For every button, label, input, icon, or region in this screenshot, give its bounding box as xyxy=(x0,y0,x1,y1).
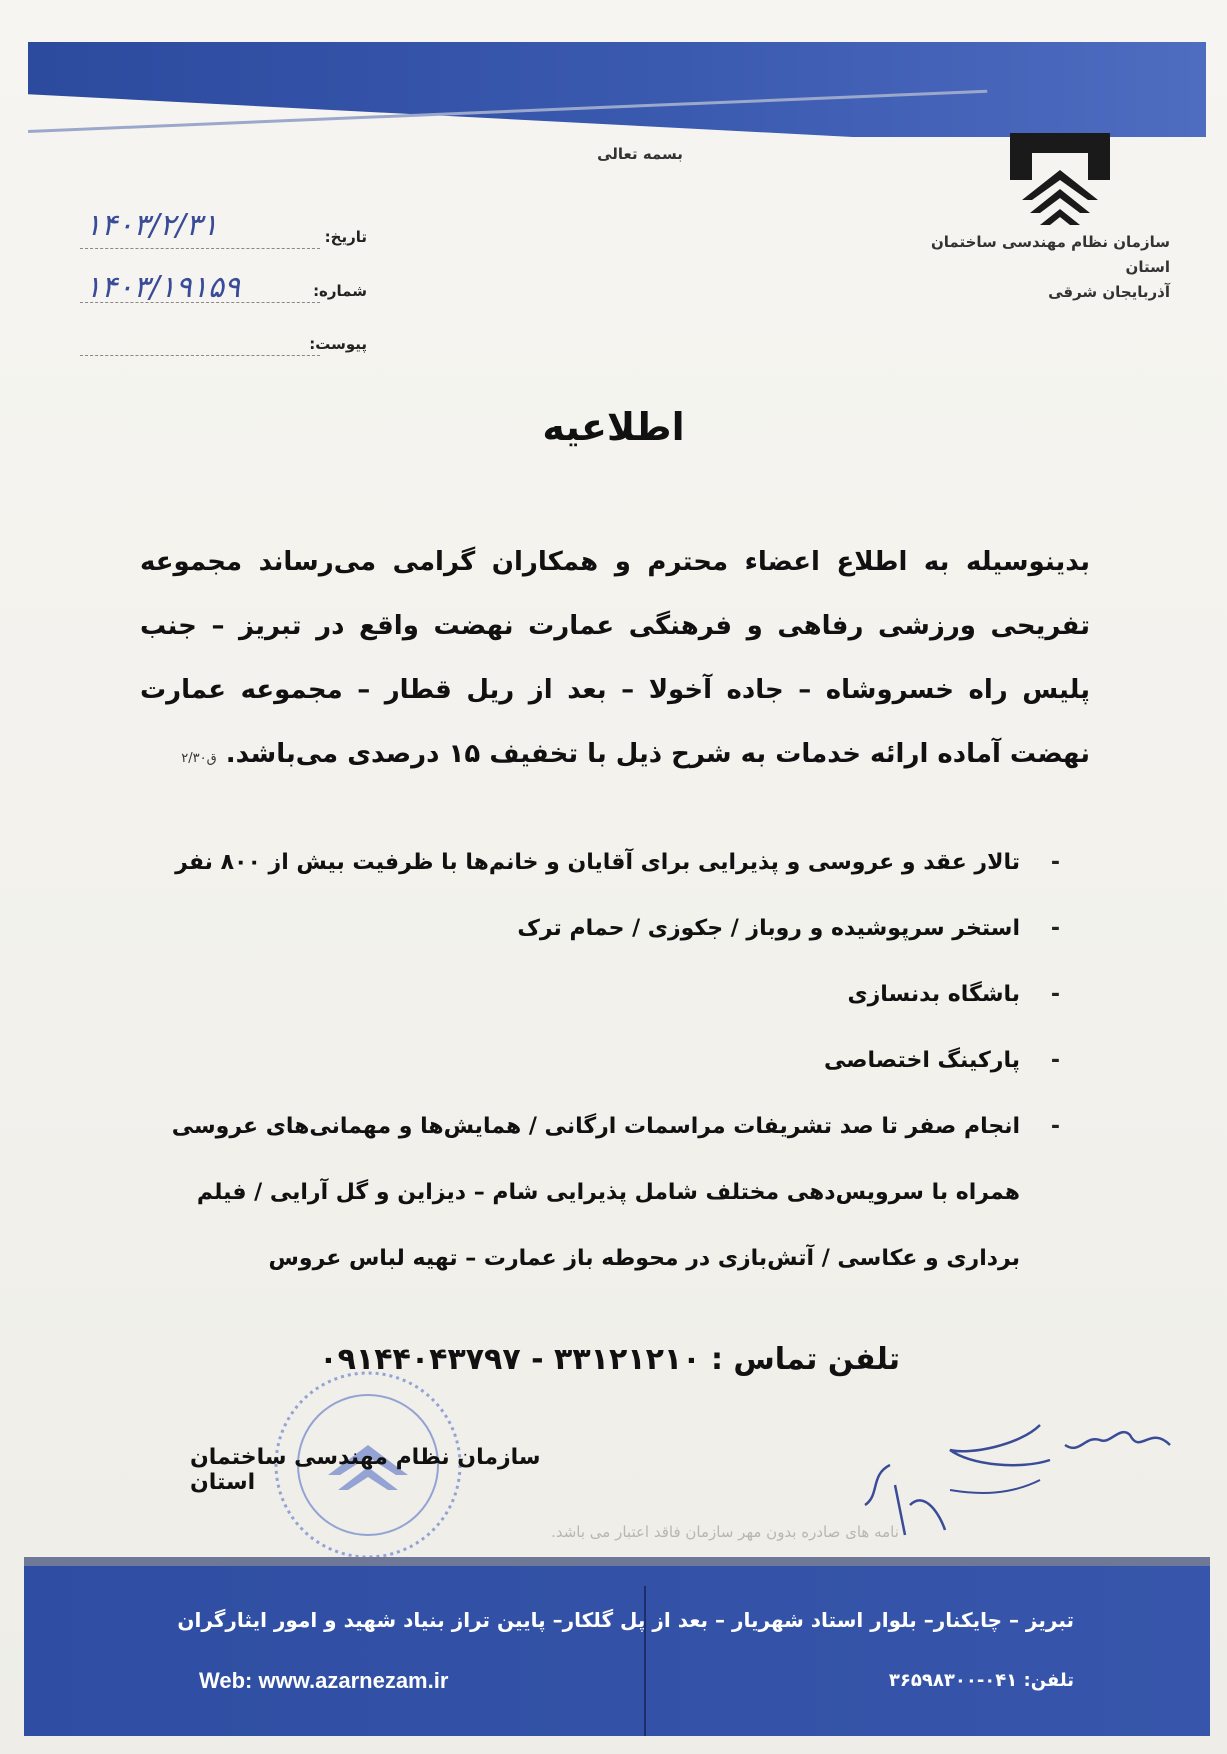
stamp-validity-note: نامه های صادره بدون مهر سازمان فاقد اعتبار می باشد. xyxy=(551,1523,899,1541)
list-item: - تالار عقد و عروسی و پذیرایی برای آقایان و خانم‌ها با ظرفیت بیش از ۸۰۰ نفر xyxy=(140,830,1060,896)
body-paragraph-text: بدینوسیله به اطلاع اعضاء محترم و همکاران گرامی می‌رساند مجموعه تفریحی ورزشی رفاهی و فرهنگی عمارت نهضت واقع در تبریز – جنب پلیس راه خسروشاه – جاده آخولا – بعد از ریل قطار – مجموعه عمارت نهضت آماده ارائه خدمات به شرح ذیل با تخفیف ۱۵ درصدی می‌باشد. xyxy=(140,547,1090,769)
list-item: - پارکینگ اختصاصی xyxy=(140,1028,1060,1094)
handwritten-annotation-icon xyxy=(850,1395,1190,1545)
phone-value: ۳۳۱۲۱۲۱۰ - ۰۹۱۴۴۰۴۳۷۹۷ xyxy=(319,1342,701,1377)
footer-website: Web: www.azarnezam.ir xyxy=(199,1668,449,1693)
org-header-line2: آذربایجان شرقی xyxy=(1048,282,1170,301)
number-value: ۱۴۰۳/۱۹۱۵۹ xyxy=(85,270,241,305)
footer-address: تبریز – چایکنار– بلوار استاد شهریار – بعد از پل گلکار– پایین تراز بنیاد شهید و امور ایثارگران xyxy=(177,1608,1074,1632)
basmala: بسمه تعالی xyxy=(597,145,683,163)
attachment-label: پیوست: xyxy=(309,335,367,353)
footer-band xyxy=(24,1566,1210,1736)
org-header-name xyxy=(920,230,1170,304)
phone-label: تلفن تماس : xyxy=(710,1342,900,1377)
org-logo-icon xyxy=(1000,125,1120,235)
body-paragraph xyxy=(140,530,1090,791)
date-line xyxy=(80,248,320,249)
signature-org: سازمان نظام مهندسی ساختمان استان xyxy=(190,1445,541,1495)
list-item: - استخر سرپوشیده و روباز / جکوزی / حمام ترک xyxy=(140,896,1060,962)
footer-rule xyxy=(24,1557,1210,1566)
list-item: - باشگاه بدنسازی xyxy=(140,962,1060,1028)
attachment-line xyxy=(80,355,320,356)
org-header-line1: سازمان نظام مهندسی ساختمان استان xyxy=(931,233,1170,276)
number-label: شماره: xyxy=(313,282,367,300)
footer-telephone: تلفن: ۰۴۱-۳۶۵۹۸۳۰۰ xyxy=(888,1670,1074,1691)
date-label: تاریخ: xyxy=(324,228,367,246)
list-item: - انجام صفر تا صد تشریفات مراسمات ارگانی / همایش‌ها و مهمانی‌های عروسی همراه با سرویس‌دهی مختلف شامل پذیرایی شام – دیزاین و گل آرایی / فیلم برداری و عکاسی / آتش‌بازی در محوطه باز عمارت – تهیه لباس عروس xyxy=(140,1094,1060,1292)
paragraph-note: ق۲/۳۰ xyxy=(181,751,217,766)
services-list xyxy=(140,830,1060,1292)
date-value: ۱۴۰۳/۲/۳۱ xyxy=(85,208,219,243)
page-title: اطلاعیه xyxy=(542,405,685,449)
